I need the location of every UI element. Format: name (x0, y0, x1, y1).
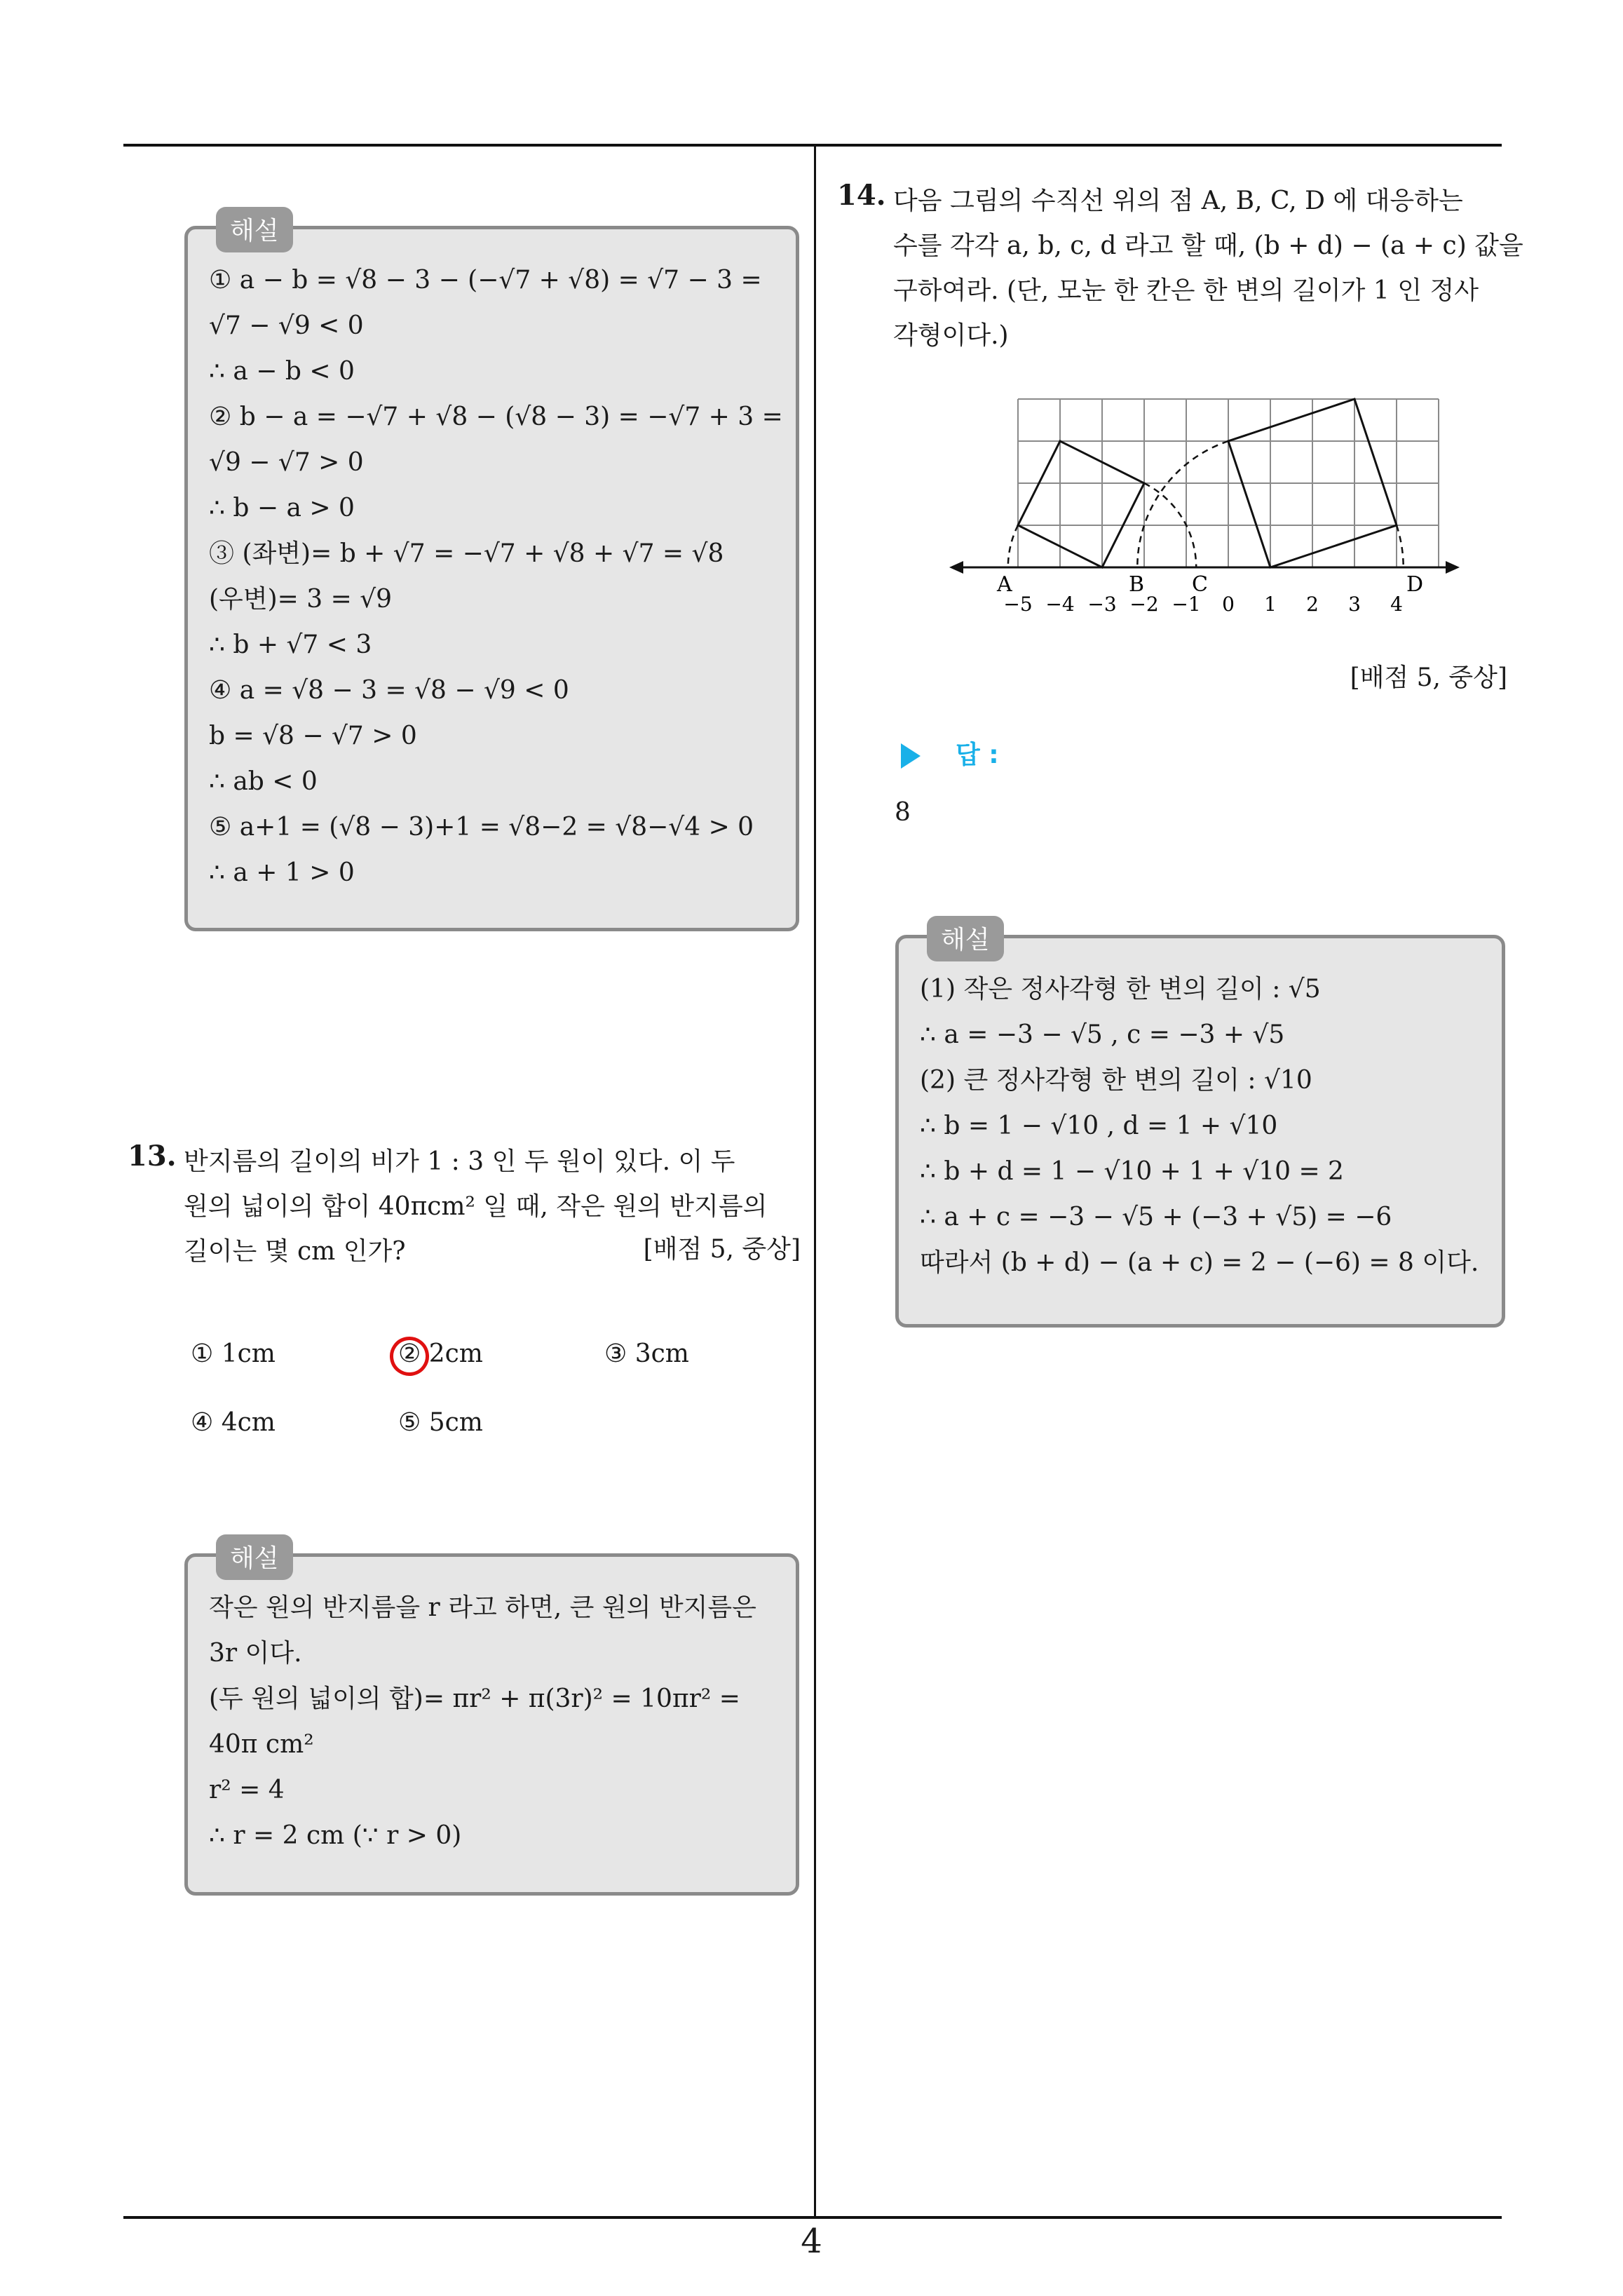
number-line-figure (939, 389, 1472, 621)
question-score: [배점 5, 중상] (643, 1235, 801, 1264)
question-number: 14. (837, 179, 886, 212)
solution-line: ∴ a + c = −3 − √5 + (−3 + √5) = −6 (920, 1203, 1392, 1231)
solution-line: (1) 작은 정사각형 한 변의 길이 : √5 (920, 975, 1321, 1004)
arc-b (1137, 441, 1228, 567)
point-label-b: B (1129, 572, 1145, 597)
tick-label: 0 (1222, 593, 1235, 616)
answer-label-row (901, 735, 999, 771)
choice-2[interactable]: ② 2cm (398, 1339, 483, 1368)
question-line: 구하여라. (단, 모눈 한 칸은 한 변의 길이가 1 인 정사 (893, 276, 1479, 305)
solution-line: r² = 4 (209, 1776, 285, 1804)
tick-label: −3 (1087, 593, 1117, 616)
question-13 (128, 1140, 801, 1280)
solution-line: ③ (좌변)= b + √7 = −√7 + √8 + √7 = √8 (209, 539, 724, 568)
page-number: 4 (801, 2222, 822, 2261)
solution-tag: 해설 (216, 207, 293, 252)
solution-line: ∴ b = 1 − √10 , d = 1 + √10 (920, 1112, 1278, 1140)
solution-line: ② b − a = −√7 + √8 − (√8 − 3) = −√7 + 3 = (209, 403, 783, 431)
tick-label: 3 (1348, 593, 1361, 616)
question-line: 각형이다.) (893, 321, 1009, 350)
solution-line: ∴ b − a > 0 (209, 494, 355, 522)
solution-tag: 해설 (927, 916, 1004, 961)
question-score: [배점 5, 중상] (1350, 663, 1507, 692)
solution-line: ⑤ a+1 = (√8 − 3)+1 = √8−2 = √8−√4 > 0 (209, 813, 754, 842)
point-label-c: C (1192, 572, 1208, 597)
arc-a (1008, 525, 1018, 567)
choice-3[interactable]: ③ 3cm (604, 1339, 689, 1368)
solution-line: ① a − b = √8 − 3 − (−√7 + √8) = √7 − 3 = (209, 266, 762, 295)
solution-line: 작은 원의 반지름을 r 라고 하면, 큰 원의 반지름은 (209, 1593, 756, 1622)
solution-box-13 (184, 1544, 799, 1896)
point-label-a: A (997, 572, 1012, 597)
choice-4[interactable]: ④ 4cm (191, 1408, 276, 1437)
question-line: 원의 넓이의 합이 40πcm² 일 때, 작은 원의 반지름의 (184, 1192, 768, 1221)
solution-line: ∴ r = 2 cm (∵ r > 0) (209, 1821, 462, 1850)
answer-value: 8 (895, 798, 911, 827)
choice-1[interactable]: ① 1cm (191, 1339, 276, 1368)
arrow-right-icon (1446, 561, 1460, 574)
small-square (1018, 441, 1144, 567)
tick-label: 2 (1306, 593, 1319, 616)
solution-line: ∴ a + 1 > 0 (209, 858, 355, 887)
tick-label: −1 (1172, 593, 1201, 616)
question-number: 13. (128, 1140, 177, 1173)
solution-line: 따라서 (b + d) − (a + c) = 2 − (−6) = 8 이다. (920, 1248, 1479, 1277)
solution-line: √7 − √9 < 0 (209, 311, 364, 340)
tick-label: −4 (1045, 593, 1075, 616)
play-arrow-icon (901, 743, 921, 769)
tick-label: 1 (1264, 593, 1277, 616)
solution-line: ∴ ab < 0 (209, 767, 318, 796)
question-line: 길이는 몇 cm 인가? (184, 1237, 406, 1266)
solution-line: ∴ b + d = 1 − √10 + 1 + √10 = 2 (920, 1157, 1344, 1186)
solution-line: (2) 큰 정사각형 한 변의 길이 : √10 (920, 1066, 1312, 1095)
solution-line: (우변)= 3 = √9 (209, 585, 393, 614)
answer-label: 답 : (956, 741, 999, 769)
column-divider (814, 145, 816, 2217)
solution-line: ∴ a = −3 − √5 , c = −3 + √5 (920, 1020, 1285, 1049)
tick-label: −5 (1003, 593, 1033, 616)
solution-line: b = √8 − √7 > 0 (209, 722, 417, 750)
choice-5[interactable]: ⑤ 5cm (398, 1408, 483, 1437)
solution-line: (두 원의 넓이의 합)= πr² + π(3r)² = 10πr² = (209, 1684, 740, 1713)
solution-tag: 해설 (216, 1534, 293, 1580)
question-line: 다음 그림의 수직선 위의 점 A, B, C, D 에 대응하는 (893, 187, 1463, 215)
solution-box-14 (895, 926, 1505, 1328)
solution-line: 40π cm² (209, 1730, 314, 1759)
point-label-d: D (1406, 572, 1424, 597)
solution-box-12 (184, 217, 799, 931)
top-rule (123, 144, 1502, 147)
solution-line: √9 − √7 > 0 (209, 448, 364, 477)
arc-d (1397, 525, 1404, 567)
question-line: 수를 각각 a, b, c, d 라고 할 때, (b + d) − (a + c) 값을 (893, 231, 1523, 260)
solution-line: ∴ a − b < 0 (209, 357, 355, 386)
question-14 (837, 179, 1523, 361)
question-text (893, 179, 1523, 358)
arrow-left-icon (949, 561, 963, 574)
solution-line: ④ a = √8 − 3 = √8 − √9 < 0 (209, 676, 569, 705)
tick-label: −2 (1129, 593, 1159, 616)
tick-label: 4 (1390, 593, 1403, 616)
grid (1018, 399, 1439, 567)
solution-line: 3r 이다. (209, 1639, 302, 1668)
question-line: 반지름의 길이의 비가 1 : 3 인 두 원이 있다. 이 두 (184, 1147, 735, 1176)
bottom-rule (123, 2216, 1502, 2219)
solution-line: ∴ b + √7 < 3 (209, 630, 372, 659)
